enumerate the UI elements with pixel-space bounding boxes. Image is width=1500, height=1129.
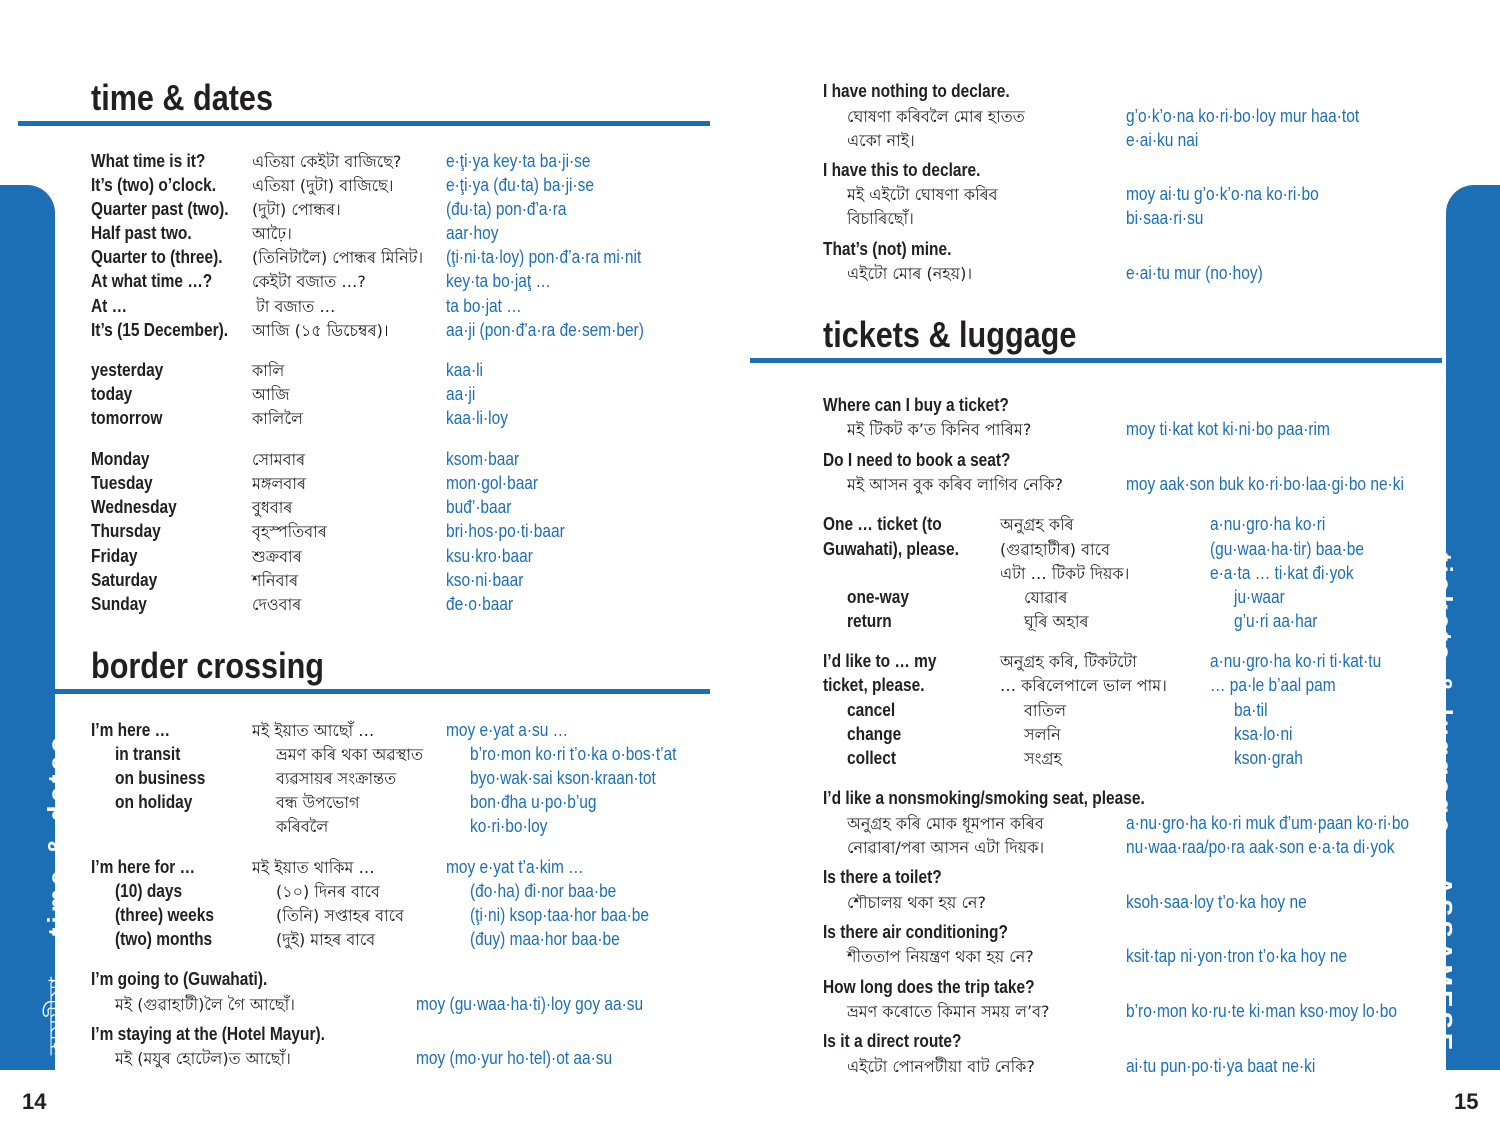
- phrase-ph: e·ai·ku nai: [1126, 130, 1199, 150]
- section-tab-right: [1428, 185, 1500, 1070]
- sub-ph: ju·waar: [1234, 587, 1285, 607]
- phrase-as: মই (মযুৰ হোটেল)ত আছোঁ।: [115, 1049, 291, 1068]
- phrase-ph: key·ta bo·jaţ …: [446, 271, 551, 291]
- phrase-as: মই ইয়াত আছোঁ …: [252, 721, 375, 740]
- phrase-as: মই টিকট ক’ত কিনিব পাৰিম?: [847, 420, 1032, 439]
- phrase-en: At what time …?: [91, 271, 213, 291]
- phrase-en: I’m here …: [91, 720, 171, 740]
- phrase-as: অনুগ্ৰহ কৰি, টিকটটো: [1000, 652, 1137, 671]
- sub-en: change: [847, 724, 902, 744]
- phrase-ph: b’ro·mon ko·ru·te ki·man kso·moy lo·bo: [1126, 1001, 1397, 1021]
- phrase-en: I’m here for …: [91, 857, 196, 877]
- day-en: today: [91, 384, 133, 404]
- phrase-as: মই (গুৱাহাটী)লৈ গৈ আছোঁ।: [115, 995, 295, 1014]
- phrase-en: I’d like a nonsmoking/smoking seat, please.: [823, 788, 1145, 808]
- phrase-ph: … pa·le b’aal pam: [1210, 675, 1336, 695]
- phrase-ph: moy e·yat a·su …: [446, 720, 569, 740]
- tab-script: অসমীয়া: [44, 977, 72, 1055]
- weekday-ph: ksu·kro·baar: [446, 546, 533, 566]
- phrase-ph: ksit·tap ni·yon·tron t’o·ka hoy ne: [1126, 946, 1348, 966]
- phrase-en: It’s (15 December).: [91, 320, 229, 340]
- phrase-en: Quarter past (two).: [91, 199, 229, 219]
- phrase-ph: a·nu·gro·ha ko·ri muk đ’um·paan ko·ri·bo: [1126, 813, 1410, 833]
- phrase-ph: (đu·ta) pon·đ’a·ra: [446, 199, 567, 219]
- phrase-ph: moy e·yat t’a·kim …: [446, 857, 584, 877]
- page-number: 14: [22, 1089, 47, 1114]
- sub-en: on holiday: [115, 792, 193, 812]
- sub-ph: kson·grah: [1234, 748, 1303, 768]
- phrase-ph: ksoh·saa·loy t’o·ka hoy ne: [1126, 892, 1307, 912]
- phrase-ph: moy aak·son buk ko·ri·bo·laa·gi·bo ne·ki: [1126, 474, 1404, 494]
- phrase-as: (তিনিটালৈ) পোন্ধৰ মিনিট।: [252, 248, 424, 267]
- phrase-en: I’d like to … my: [823, 651, 937, 671]
- phrase-en: I’m staying at the (Hotel Mayur).: [91, 1024, 325, 1044]
- phrase-as: কেইটা বজাত …?: [252, 272, 366, 291]
- phrase-en: I’m going to (Guwahati).: [91, 969, 268, 989]
- phrase-as: এতিয়া কেইটা বাজিছে?: [252, 152, 402, 171]
- phrase-en: At …: [91, 296, 128, 316]
- tab-dash: –: [42, 947, 72, 966]
- phrase-en: Is there air conditioning?: [823, 922, 1008, 942]
- weekday-ph: buđ’·baar: [446, 497, 512, 517]
- sub-as: বন্ধ উপভোগ: [276, 793, 360, 812]
- sub-as: ব্যৱসায়ৰ সংক্ৰান্তত: [276, 769, 397, 788]
- tab-label: tickets & luggage: [1428, 553, 1458, 837]
- sub-ph: ba·til: [1234, 700, 1268, 720]
- sub-en: cancel: [847, 700, 896, 720]
- phrase-ph: e·a·ta … ti·kat đi·yok: [1210, 563, 1354, 583]
- phrase-ph: a·nu·gro·ha ko·ri ti·kat·tu: [1210, 651, 1382, 671]
- phrase-ph: (gu·waa·ha·tir) baa·be: [1210, 539, 1365, 559]
- section-tab-label: [40, 734, 80, 1055]
- phrase-en: Do I need to book a seat?: [823, 450, 1011, 470]
- phrase-as: বিচাৰিছোঁ।: [847, 209, 914, 228]
- phrase-as: অনুগ্ৰহ কৰি মোক ধূমপান কৰিব: [847, 814, 1044, 833]
- phrase-as: শৌচালয় থকা হয় নে?: [847, 893, 986, 912]
- heading-rule: [55, 689, 710, 694]
- phrase-as: … কৰিলেপালে ভাল পাম।: [1000, 676, 1167, 695]
- weekday-as: বৃহস্পতিবাৰ: [252, 522, 327, 541]
- phrase-ph: g’o·k’o·na ko·ri·bo·loy mur haa·tot: [1126, 106, 1360, 126]
- phrase-ph: ta bo·jat …: [446, 296, 522, 316]
- day-as: কালিলৈ: [252, 409, 303, 428]
- phrase-en: Quarter to (three).: [91, 247, 223, 267]
- sub-en: (10) days: [115, 881, 183, 901]
- phrase-as: নোৱাৰা/পৰা আসন এটা দিয়ক।: [847, 838, 1045, 857]
- sub-as: (তিনি) সপ্তাহৰ বাবে: [276, 906, 405, 925]
- sub-en: on business: [115, 768, 206, 788]
- phrase-en: What time is it?: [91, 151, 206, 171]
- tab-dash: –: [1428, 847, 1458, 866]
- phrase-ph: e·ai·tu mur (no·hoy): [1126, 263, 1263, 283]
- phrase-ph: a·nu·gro·ha ko·ri: [1210, 514, 1326, 534]
- weekday-en: Sunday: [91, 594, 147, 614]
- day-ph: kaa·li·loy: [446, 408, 508, 428]
- weekday-ph: ksom·baar: [446, 449, 520, 469]
- phrase-en: Is there a toilet?: [823, 867, 942, 887]
- phrase-en: How long does the trip take?: [823, 977, 1035, 997]
- phrase-as: এতিয়া (দুটা) বাজিছে।: [252, 176, 394, 195]
- phrase-as: মই এইটো ঘোষণা কৰিব: [847, 185, 998, 204]
- sub-ph: (đuy) maa·hor baa·be: [470, 929, 620, 949]
- weekday-en: Thursday: [91, 521, 161, 541]
- phrase-as: মই ইয়াত থাকিম …: [252, 858, 375, 877]
- sub-ph: ko·ri·bo·loy: [470, 816, 548, 836]
- weekday-ph: bri·hos·po·ti·baar: [446, 521, 565, 541]
- weekday-en: Monday: [91, 449, 150, 469]
- phrase-ph: e·ţi·ya (đu·ta) ba·ji·se: [446, 175, 594, 195]
- phrase-as: শীততাপ নিয়ন্ত্ৰণ থকা হয় নে?: [847, 947, 1034, 966]
- sub-en: one-way: [847, 587, 909, 607]
- phrase-as: (দুটা) পোন্ধৰ।: [252, 200, 341, 219]
- weekday-en: Tuesday: [91, 473, 153, 493]
- weekday-as: শুক্ৰবাৰ: [252, 547, 302, 566]
- weekday-as: বুধবাৰ: [252, 498, 293, 517]
- phrase-as: ঘোষণা কৰিবলৈ মোৰ হাতত: [847, 107, 1025, 126]
- phrase-as: আঢ়ৈ।: [252, 224, 292, 243]
- phrase-en: Guwahati), please.: [823, 539, 959, 559]
- section-tab-label: [1427, 553, 1458, 1054]
- sub-ph: (ţi·ni) ksop·taa·hor baa·be: [470, 905, 649, 925]
- sub-as: সংগ্ৰহ: [1024, 749, 1062, 768]
- phrase-as: আজি (১৫ ডিচেম্বৰ)।: [252, 321, 389, 340]
- weekday-en: Friday: [91, 546, 138, 566]
- phrase-as: এটা … টিকট দিয়ক।: [1000, 564, 1130, 583]
- phrase-en: Half past two.: [91, 223, 192, 243]
- heading-border-crossing: border crossing: [91, 645, 324, 686]
- day-ph: aa·ji: [446, 384, 476, 404]
- phrase-ph: bi·saa·ri·su: [1126, 208, 1204, 228]
- phrase-as: এইটো মোৰ (নহয়)।: [847, 264, 973, 283]
- weekday-ph: đe·o·baar: [446, 594, 514, 614]
- phrase-en: That’s (not) mine.: [823, 239, 952, 259]
- sub-as: ভ্ৰমণ কৰি থকা অৱস্থাত: [276, 745, 424, 764]
- sub-en: (two) months: [115, 929, 213, 949]
- phrase-as: এইটো পোনপটীয়া বাট নেকি?: [847, 1057, 1035, 1076]
- phrase-en: One … ticket (to: [823, 514, 942, 534]
- heading-tickets-luggage: tickets & luggage: [823, 314, 1077, 355]
- phrase-as: (গুৱাহাটীৰ) বাবে: [1000, 540, 1110, 559]
- sub-as: সলনি: [1024, 725, 1061, 744]
- weekday-as: শনিবাৰ: [252, 571, 299, 590]
- sub-ph: g’u·ri aa·har: [1234, 611, 1318, 631]
- weekday-ph: kso·ni·baar: [446, 570, 524, 590]
- weekday-as: সোমবাৰ: [252, 450, 306, 469]
- sub-en: return: [847, 611, 892, 631]
- phrase-ph: moy (gu·waa·ha·ti)·loy goy aa·su: [416, 994, 644, 1014]
- phrase-ph: aar·hoy: [446, 223, 499, 243]
- weekday-en: Wednesday: [91, 497, 177, 517]
- phrase-ph: moy ti·kat kot ki·ni·bo paa·rim: [1126, 419, 1330, 439]
- day-ph: kaa·li: [446, 360, 483, 380]
- phrase-en: Where can I buy a ticket?: [823, 395, 1009, 415]
- sub-as: (দুই) মাহৰ বাবে: [276, 930, 376, 949]
- weekday-en: Saturday: [91, 570, 158, 590]
- phrase-ph: moy (mo·yur ho·tel)·ot aa·su: [416, 1048, 613, 1068]
- phrase-ph: (ţi·ni·ta·loy) pon·đ’a·ra mi·nit: [446, 247, 642, 267]
- tab-label: time & dates: [42, 733, 72, 937]
- day-en: tomorrow: [91, 408, 163, 428]
- phrase-as: মই আসন বুক কৰিব লাগিব নেকি?: [847, 475, 1064, 494]
- sub-en: in transit: [115, 744, 181, 764]
- phrase-en: I have this to declare.: [823, 160, 981, 180]
- day-as: কালি: [252, 361, 285, 380]
- phrase-as: অনুগ্ৰহ কৰি: [1000, 515, 1074, 534]
- tab-lang: ASSAMESE: [1428, 876, 1458, 1055]
- phrase-en: Is it a direct route?: [823, 1031, 962, 1051]
- heading-rule: [750, 358, 1442, 363]
- sub-as: বাতিল: [1024, 701, 1067, 720]
- weekday-ph: mon·gol·baar: [446, 473, 539, 493]
- phrase-en: It’s (two) o’clock.: [91, 175, 217, 195]
- heading-rule: [18, 121, 710, 126]
- section-tab-left: [0, 185, 72, 1070]
- sub-en: (three) weeks: [115, 905, 214, 925]
- page-number: 15: [1454, 1089, 1479, 1114]
- phrase-ph: e·ţi·ya key·ta ba·ji·se: [446, 151, 591, 171]
- phrase-ph: ai·tu pun·po·ti·ya baat ne·ki: [1126, 1056, 1316, 1076]
- day-as: আজি: [252, 385, 290, 404]
- phrase-as: টা বজাত …: [256, 297, 336, 316]
- sub-as: যোৱাৰ: [1024, 588, 1068, 607]
- sub-as: ঘূৰি অহাৰ: [1024, 612, 1089, 631]
- phrase-ph: moy ai·tu g’o·k’o·na ko·ri·bo: [1126, 184, 1319, 204]
- phrase-as: ভ্ৰমণ কৰোতে কিমান সময় ল’ব?: [847, 1002, 1050, 1021]
- sub-as: কৰিবলৈ: [276, 817, 329, 836]
- sub-ph: bon·đha u·po·b’ug: [470, 792, 597, 812]
- sub-ph: b’ro·mon ko·ri t’o·ka o·bos·t’at: [470, 744, 677, 764]
- sub-ph: byo·wak·sai kson·kraan·tot: [470, 768, 656, 788]
- heading-time-dates: time & dates: [91, 77, 273, 118]
- sub-as: (১০) দিনৰ বাবে: [276, 882, 380, 901]
- phrase-ph: aa·ji (pon·đ’a·ra đe·sem·ber): [446, 320, 644, 340]
- sub-en: collect: [847, 748, 897, 768]
- phrase-as: একো নাই।: [847, 131, 915, 150]
- phrase-ph: nu·waa·raa/po·ra aak·son e·a·ta di·yok: [1126, 837, 1395, 857]
- sub-ph: ksa·lo·ni: [1234, 724, 1293, 744]
- phrase-en: ticket, please.: [823, 675, 925, 695]
- phrase-en: I have nothing to declare.: [823, 81, 1010, 101]
- weekday-as: মঙ্গলবাৰ: [252, 474, 306, 493]
- day-en: yesterday: [91, 360, 164, 380]
- sub-ph: (đo·ha) đi·nor baa·be: [470, 881, 617, 901]
- weekday-as: দেওবাৰ: [252, 595, 302, 614]
